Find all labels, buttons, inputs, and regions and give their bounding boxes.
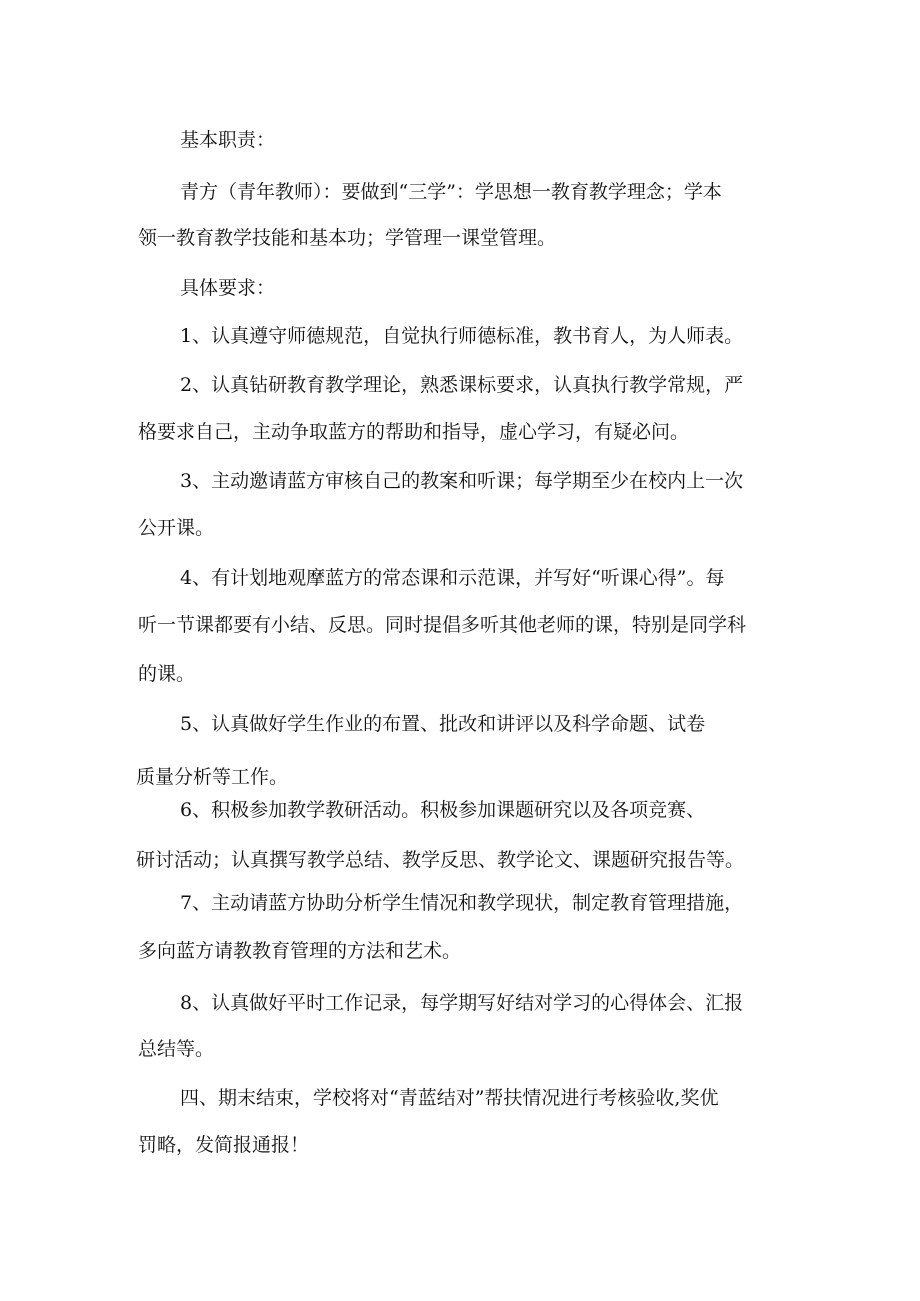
list-item-8-continued: 总结等。 [138, 1038, 215, 1060]
list-item-4-continued: 听一节课都要有小结、反思。同时提倡多听其他老师的课，特别是同学科 [138, 614, 747, 636]
list-item-7-continued: 多向蓝方请教教育管理的方法和艺术。 [138, 940, 462, 962]
list-item-8: 8、认真做好平时工作记录，每学期写好结对学习的心得体会、汇报 [180, 992, 744, 1014]
list-item-7: 7、主动请蓝方协助分析学生情况和教学现状，制定教育管理措施， [180, 892, 744, 914]
list-item-5-continued: 质量分析等工作。 [136, 766, 289, 788]
list-item-3: 3、主动邀请蓝方审核自己的教案和听课；每学期至少在校内上一次 [180, 470, 744, 492]
list-item-4-continued: 的课。 [138, 663, 196, 685]
paragraph-line: 青方（青年教师）：要做到“三学”：学思想一教育教学理念；学本 [180, 181, 722, 203]
list-item-2: 2、认真钻研教育教学理论，熟悉课标要求，认真执行教学常规，严 [180, 374, 744, 396]
list-item-6-continued: 研讨活动；认真撰写教学总结、教学反思、教学论文、课题研究报告等。 [136, 849, 745, 871]
list-item-6: 6、积极参加教学教研活动。积极参加课题研究以及各项竞赛、 [180, 799, 706, 821]
section-four: 四、期末结束，学校将对“青蓝结对”帮扶情况进行考核验收,奖优 [180, 1087, 719, 1109]
paragraph-line: 领一教育教学技能和基本功；学管理一课堂管理。 [138, 227, 557, 249]
list-item-2-continued: 格要求自己，主动争取蓝方的帮助和指导，虚心学习，有疑必问。 [138, 421, 690, 443]
list-item-3-continued: 公开课。 [138, 517, 215, 539]
heading-basic-duties: 基本职责： [180, 129, 276, 151]
list-item-5: 5、认真做好学生作业的布置、批改和讲评以及科学命题、试卷 [180, 713, 706, 735]
heading-specific-requirements: 具体要求： [180, 277, 276, 299]
section-four-continued: 罚略，发简报通报！ [138, 1134, 310, 1156]
list-item-4: 4、有计划地观摩蓝方的常态课和示范课，并写好“听课心得”。每 [180, 567, 725, 589]
list-item-1: 1、认真遵守师德规范，自觉执行师德标准，教书育人，为人师表。 [180, 325, 744, 347]
